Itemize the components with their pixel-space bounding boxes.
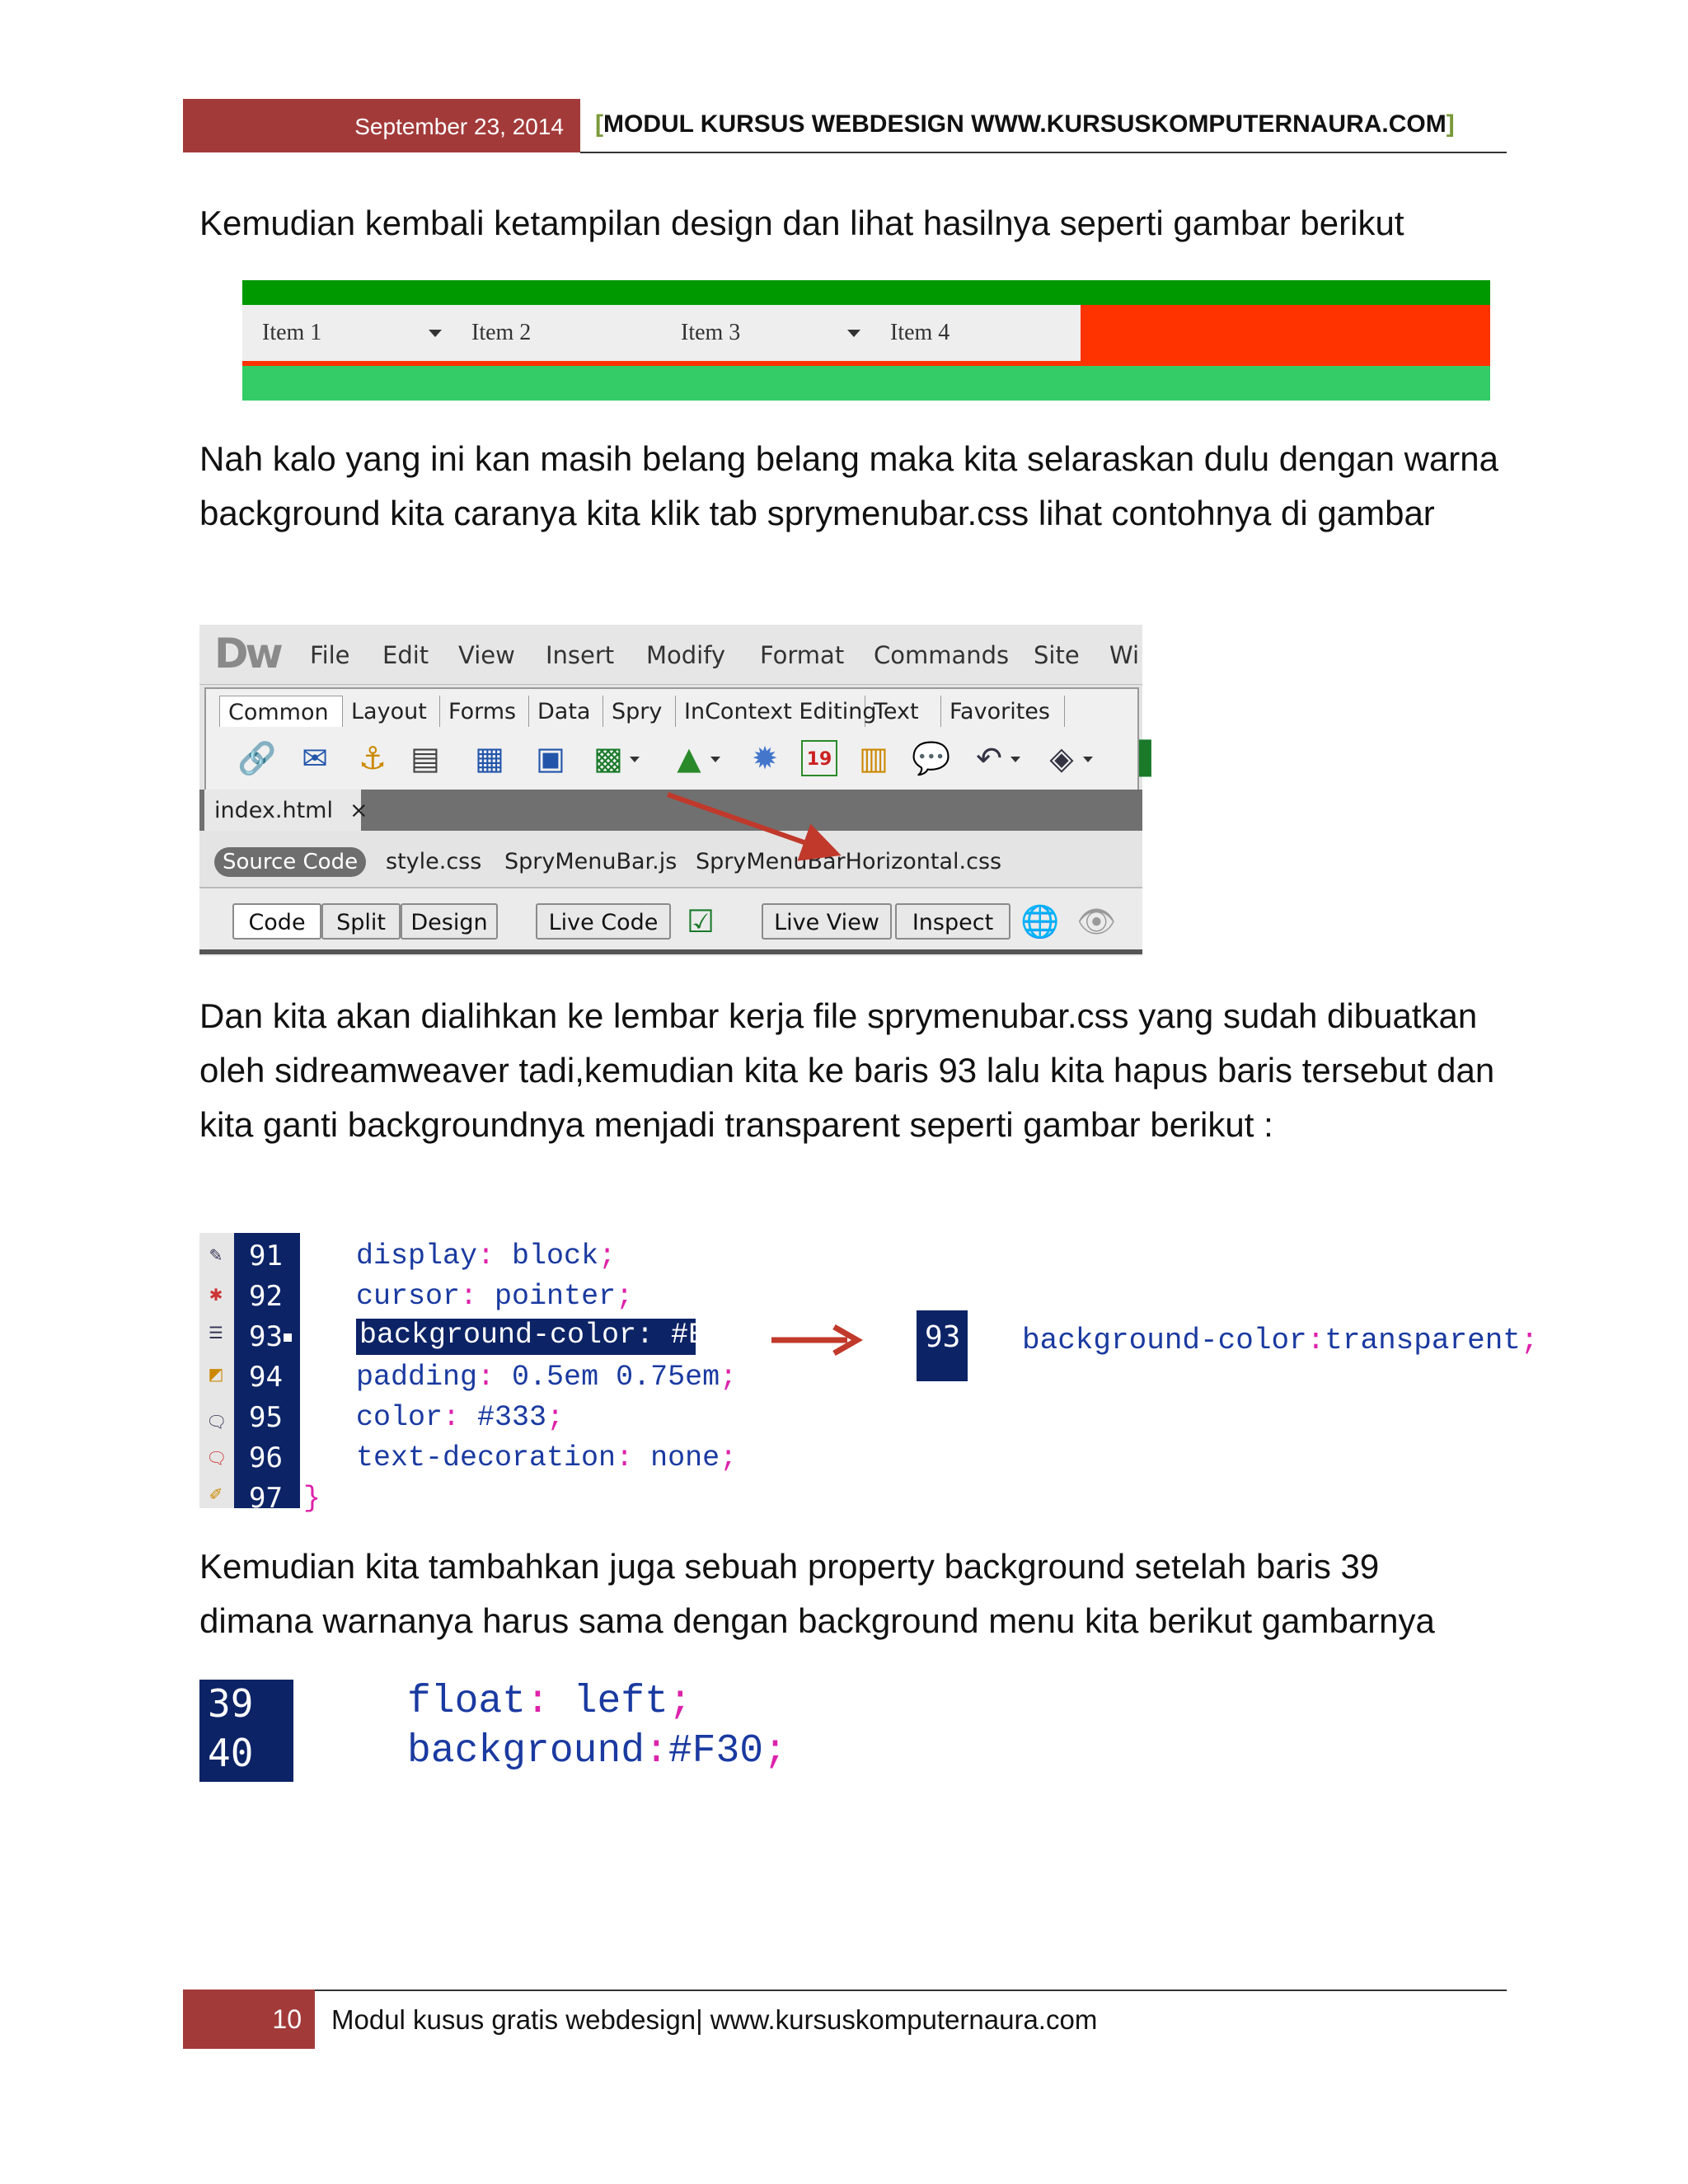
dw-menu-format[interactable]: Format [760,641,845,669]
menu-bar-screenshot [242,280,1490,401]
code-tool-icon: ◩ [208,1366,224,1384]
header-bracket-close: ] [1446,110,1455,138]
code-line: color: #333; [356,1401,565,1434]
code-line: float: left; [407,1680,692,1724]
dw-menu-view[interactable]: View [458,641,515,669]
dw-bottom-edge [199,949,1142,954]
line-number: 95 [249,1401,283,1434]
menu-item-1[interactable]: Item 1 [242,305,452,361]
header-title [595,110,1455,138]
line-number: 93 [925,1320,961,1354]
line-number: 96 [249,1441,283,1474]
menu-top-stripe [242,280,1490,305]
dw-menu-modify[interactable]: Modify [646,641,726,669]
menu-item-3[interactable]: Item 3 [661,305,870,361]
menu-item-4[interactable]: Item 4 [890,320,950,345]
tab-common[interactable]: Common [219,696,343,727]
code-line-replacement: background-color:transparent; [1022,1324,1539,1357]
header-rule [580,152,1507,153]
paragraph-2: Nah kalo yang ini kan masih belang belang maka kita selaraskan dulu dengan warna background kita caranya kita klik tab sprymenubar.css lihat contohnya di gambar [199,439,1499,532]
code-line: cursor: pointer; [356,1280,634,1313]
page-number: 10 [272,2004,302,2034]
code-screenshot [199,1233,1539,1515]
tab-incontext-editing[interactable]: InContext Editing [676,696,865,727]
related-file-style-css[interactable]: style.css [386,849,482,874]
div-icon[interactable]: ▣ [536,740,565,776]
menu-items-row [242,305,1081,361]
live-code-button[interactable]: Live Code [536,903,671,940]
red-arrow-icon [661,785,842,864]
paragraph-3: Dan kita akan dialihkan ke lembar kerja file sprymenubar.css yang sudah dibuatkan oleh sidreamweaver tadi,kemudian kita ke baris 93 lalu kita hapus baris tersebut dan kita ganti backgroundnya menjadi transparent seperti gambar berikut : [199,996,1495,1144]
table-icon[interactable]: ▦ [475,740,504,776]
line-number: 92 [249,1280,283,1313]
split-view-button[interactable]: Split [321,903,401,940]
code-tool-icon: ☰ [209,1324,223,1343]
dw-document-toolbar [199,887,1142,956]
tab-favorites[interactable]: Favorites [941,696,1065,727]
visual-aids-icon[interactable]: 👁 [1076,903,1117,940]
line-number: 91 [249,1240,283,1272]
related-file-sprymenubarhorizontal-css[interactable]: SpryMenuBarHorizontal.css [696,849,1002,874]
media-icon[interactable]: ▲ [671,740,707,776]
template-icon[interactable]: ▐ [1127,740,1151,776]
dw-menu-commands[interactable]: Commands [874,641,1010,669]
globe-icon[interactable]: 🌐 [1020,903,1060,940]
comment-icon[interactable]: 💬 [912,740,951,776]
footer-rule [315,1990,1507,1991]
tab-forms[interactable]: Forms [440,696,529,727]
chevron-down-icon [847,330,860,337]
server-include-icon[interactable]: ▥ [859,740,889,776]
code-view-button[interactable]: Code [232,903,321,940]
line-marker [284,1333,292,1342]
code-line: background:#F30; [407,1729,787,1774]
chevron-down-icon [429,330,442,337]
doc-tab-index[interactable]: index.html × [204,790,361,831]
image-icon[interactable]: ▩ [590,740,626,776]
source-code-button[interactable]: Source Code [214,847,366,877]
hyperlink-icon[interactable]: 🔗 [237,740,277,776]
script-icon[interactable]: ◈ [1043,740,1080,776]
dw-menu-site[interactable]: Site [1034,641,1080,669]
inspect-button[interactable]: Inspect [895,903,1010,940]
email-icon[interactable]: ✉ [302,740,328,776]
header-bracket-open: [ [595,110,603,138]
check-page-icon[interactable]: ☑ [686,903,715,940]
code-line: text-decoration: none; [356,1441,738,1474]
menu-item-2[interactable]: Item 2 [471,320,532,345]
line-number: 94 [249,1361,283,1394]
widget-icon[interactable]: ✹ [752,740,778,776]
hr-icon[interactable]: ▤ [410,740,440,776]
code-tool-icon: ✱ [209,1286,223,1305]
code-line: padding: 0.5em 0.75em; [356,1361,738,1394]
comment-icon: 🗨 [206,1450,227,1468]
tab-data[interactable]: Data [529,696,603,727]
live-view-button[interactable]: Live View [762,903,892,940]
code-line-highlighted: background-color: #EEE; [359,1319,758,1352]
line-number: 93 [249,1320,283,1353]
closing-brace: } [303,1482,321,1515]
header-title-text: MODUL KURSUS WEBDESIGN WWW.KURSUSKOMPUTERNAURA.COM [603,110,1447,138]
red-arrow-icon [768,1324,867,1357]
head-icon[interactable]: ↶ [971,740,1007,776]
design-view-button[interactable]: Design [401,903,498,940]
code-line: display: block; [356,1240,617,1272]
code-tool-icon: ✎ [209,1247,223,1265]
header-date: September 23, 2014 [354,114,564,139]
comment-icon: 🗨 [206,1413,227,1432]
paragraph-1: Kemudian kembali ketampilan design dan lihat hasilnya seperti gambar berikut [199,204,1404,242]
footer-text: Modul kusus gratis webdesign| www.kursuskomputernaura.com [331,2004,1098,2035]
related-file-sprymenubar-js[interactable]: SpryMenuBar.js [504,849,678,874]
line-number: 97 [249,1482,283,1515]
anchor-icon[interactable]: ⚓ [358,740,387,776]
tab-layout[interactable]: Layout [343,696,440,727]
dw-logo: Dw [214,630,280,677]
wrench-icon: ✐ [209,1486,223,1504]
line-number: 40 [208,1731,254,1775]
paragraph-4: Kemudian kita tambahkan juga sebuah property background setelah baris 39 dimana warnanya harus sama dengan background menu kita berikut gambarnya [199,1547,1435,1640]
dreamweaver-screenshot [199,625,1151,954]
close-icon[interactable]: × [349,798,368,823]
date-icon[interactable]: 19 [801,740,837,776]
tab-text[interactable]: Text [865,696,941,727]
line-number: 39 [208,1681,254,1726]
tab-spry[interactable]: Spry [603,696,676,727]
dw-menu-file[interactable]: File [310,641,350,669]
dw-menu-edit[interactable]: Edit [382,641,429,669]
dw-menu-insert[interactable]: Insert [546,641,615,669]
dw-menu-window[interactable]: Wi [1109,641,1140,669]
